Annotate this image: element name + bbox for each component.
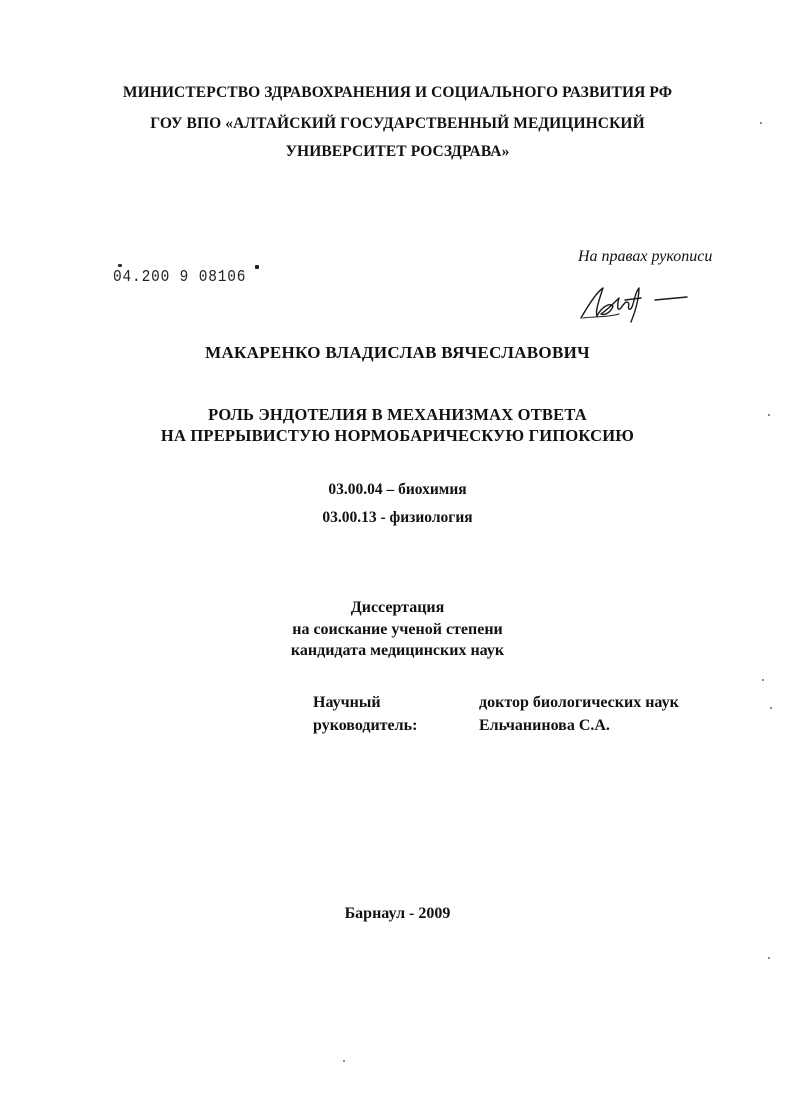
scan-speck [770,707,772,709]
supervisor-label-line2: руководитель: [313,717,418,734]
dissertation-title-line2: НА ПРЕРЫВИСТУЮ НОРМОБАРИЧЕСКУЮ ГИПОКСИЮ [160,426,635,445]
author-name: МАКАРЕНКО ВЛАДИСЛАВ ВЯЧЕСЛАВОВИЧ [205,343,590,362]
scan-speck [762,679,764,681]
supervisor-degree: доктор биологических наук [479,694,679,711]
scan-speck [768,414,770,416]
scan-speck [768,957,770,959]
scan-speck [255,265,259,269]
ministry-header: МИНИСТЕРСТВО ЗДРАВОХРАНЕНИЯ И СОЦИАЛЬНОГО РАЗВИТИЯ РФ [122,84,673,101]
supervisor-label-line1: Научный [313,694,381,711]
degree-line2: на соискание ученой степени [292,621,503,638]
degree-line3: кандидата медицинских наук [290,642,505,659]
manuscript-rights-label: На правах рукописи [578,248,713,265]
specialty-biochemistry: 03.00.04 – биохимия [328,481,467,498]
scan-speck [343,1060,345,1062]
dissertation-title-line1: РОЛЬ ЭНДОТЕЛИЯ В МЕХАНИЗМАХ ОТВЕТА [208,405,587,424]
university-header-line2: УНИВЕРСИТЕТ РОСЗДРАВА» [285,143,510,160]
scan-speck [118,264,122,267]
city-year: Барнаул - 2009 [344,905,451,922]
registration-stamp: 04.200 9 08106 [113,268,247,287]
supervisor-name: Ельчанинова С.А. [479,717,610,734]
scan-speck [760,122,762,124]
handwritten-signature [575,278,695,328]
university-header-line1: ГОУ ВПО «АЛТАЙСКИЙ ГОСУДАРСТВЕННЫЙ МЕДИЦИНСКИЙ [150,115,645,132]
dissertation-label: Диссертация [350,599,445,616]
specialty-physiology: 03.00.13 - физиология [322,509,473,526]
